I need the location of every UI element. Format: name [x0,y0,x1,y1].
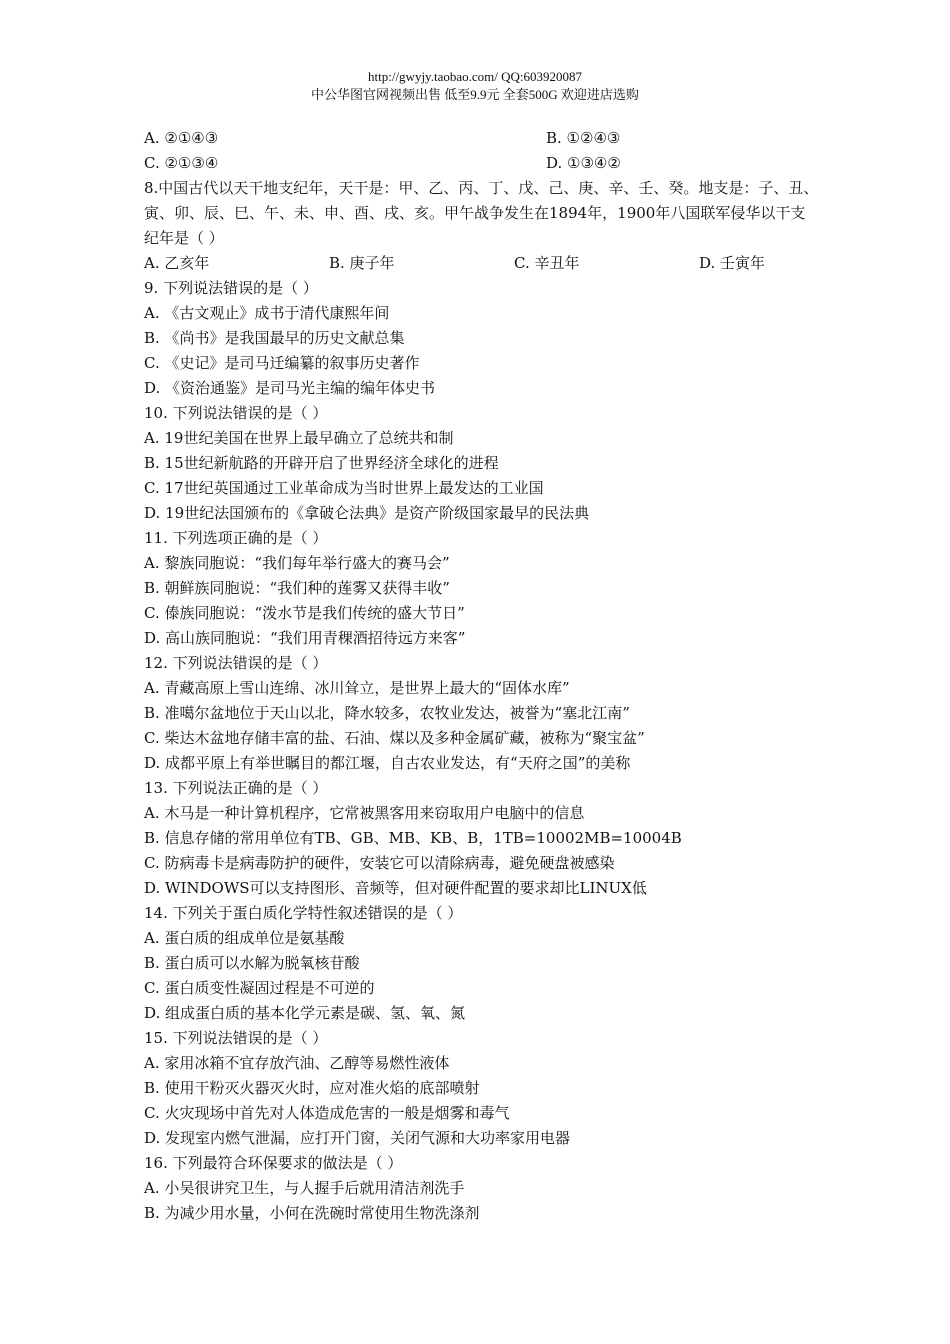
q16-option-b: B. 为减少用水量，小何在洗碗时常使用生物洗涤剂 [144,1204,480,1222]
q15-option-c: C. 火灾现场中首先对人体造成危害的一般是烟雾和毒气 [144,1104,510,1122]
q14-stem: 14. 下列关于蛋白质化学特性叙述错误的是（ ） [144,904,463,922]
q12-option-b: B. 准噶尔盆地位于天山以北，降水较多，农牧业发达，被誉为“塞北江南” [144,704,630,722]
q15-option-a: A. 家用冰箱不宜存放汽油、乙醇等易燃性液体 [144,1054,450,1072]
header-ad-text: 中公华图官网视频出售 低至9.9元 全套500G 欢迎进店选购 [311,87,639,102]
q13-stem: 13. 下列说法正确的是（ ） [144,779,328,797]
q16-stem: 16. 下列最符合环保要求的做法是（ ） [144,1154,403,1172]
q7-options-row-2 [144,151,824,176]
page-header [0,68,950,104]
q15-option-b: B. 使用干粉灭火器灭火时，应对准火焰的底部喷射 [144,1079,480,1097]
q9-option-b: B. 《尚书》是我国最早的历史文献总集 [144,329,405,347]
q8-options-row [144,251,824,276]
q14-option-b: B. 蛋白质可以水解为脱氧核苷酸 [144,954,360,972]
q11-stem: 11. 下列选项正确的是（ ） [144,529,328,547]
q11-option-c: C. 傣族同胞说：“泼水节是我们传统的盛大节日” [144,604,465,622]
q13-option-b: B. 信息存储的常用单位有TB、GB、MB、KB、B，1TB=10002MB=10004B [144,829,682,847]
q8-option-d: D. 壬寅年 [699,254,766,272]
header-url-qq: http://gwyjy.taobao.com/ QQ:603920087 [368,69,582,84]
q8-option-c: C. 辛丑年 [514,254,580,272]
q14-option-d: D. 组成蛋白质的基本化学元素是碳、氢、氧、氮 [144,1004,466,1022]
q7-option-b: B. ①②④③ [546,129,621,147]
q11-option-a: A. 黎族同胞说：“我们每年举行盛大的赛马会” [144,554,450,572]
q8-stem-line-2: 寅、卯、辰、巳、午、未、申、酉、戌、亥。甲午战争发生在1894年，1900年八国联军侵华以干支 [144,204,806,222]
q9-option-c: C. 《史记》是司马迁编纂的叙事历史著作 [144,354,420,372]
q10-option-b: B. 15世纪新航路的开辟开启了世界经济全球化的进程 [144,454,499,472]
q10-option-d: D. 19世纪法国颁布的《拿破仑法典》是资产阶级国家最早的民法典 [144,504,590,522]
q10-option-a: A. 19世纪美国在世界上最早确立了总统共和制 [144,429,454,447]
question-content [144,126,824,1226]
q7-option-d: D. ①③④② [546,154,621,172]
q14-option-c: C. 蛋白质变性凝固过程是不可逆的 [144,979,375,997]
q7-option-a: A. ②①④③ [144,129,219,147]
q10-stem: 10. 下列说法错误的是（ ） [144,404,328,422]
q12-stem: 12. 下列说法错误的是（ ） [144,654,328,672]
q15-option-d: D. 发现室内燃气泄漏，应打开门窗，关闭气源和大功率家用电器 [144,1129,571,1147]
q14-option-a: A. 蛋白质的组成单位是氨基酸 [144,929,345,947]
q12-option-a: A. 青藏高原上雪山连绵、冰川耸立，是世界上最大的“固体水库” [144,679,570,697]
q8-stem-line-3: 纪年是（ ） [144,229,224,247]
q8-option-a: A. 乙亥年 [144,254,210,272]
q15-stem: 15. 下列说法错误的是（ ） [144,1029,328,1047]
q13-option-d: D. WINDOWS可以支持图形、音频等，但对硬件配置的要求却比LINUX低 [144,879,647,897]
q9-option-a: A. 《古文观止》成书于清代康熙年间 [144,304,390,322]
q13-option-c: C. 防病毒卡是病毒防护的硬件，安装它可以清除病毒，避免硬盘被感染 [144,854,615,872]
q7-options-row-1 [144,126,824,151]
q7-option-c: C. ②①③④ [144,154,219,172]
q13-option-a: A. 木马是一种计算机程序，它常被黑客用来窃取用户电脑中的信息 [144,804,585,822]
q16-option-a: A. 小吴很讲究卫生，与人握手后就用清洁剂洗手 [144,1179,465,1197]
q11-option-d: D. 高山族同胞说：“我们用青稞酒招待远方来客” [144,629,466,647]
q8-option-b: B. 庚子年 [329,254,395,272]
q8-stem-line-1: 8.中国古代以天干地支纪年，天干是：甲、乙、丙、丁、戊、己、庚、辛、壬、癸。地支是：子、丑、 [144,179,819,197]
q10-option-c: C. 17世纪英国通过工业革命成为当时世界上最发达的工业国 [144,479,544,497]
q11-option-b: B. 朝鲜族同胞说：“我们种的莲雾又获得丰收” [144,579,450,597]
q9-stem: 9. 下列说法错误的是（ ） [144,279,318,297]
q12-option-d: D. 成都平原上有举世瞩目的都江堰，自古农业发达，有“天府之国”的美称 [144,754,631,772]
q12-option-c: C. 柴达木盆地存储丰富的盐、石油、煤以及多种金属矿藏，被称为“聚宝盆” [144,729,645,747]
q9-option-d: D. 《资治通鉴》是司马光主编的编年体史书 [144,379,436,397]
